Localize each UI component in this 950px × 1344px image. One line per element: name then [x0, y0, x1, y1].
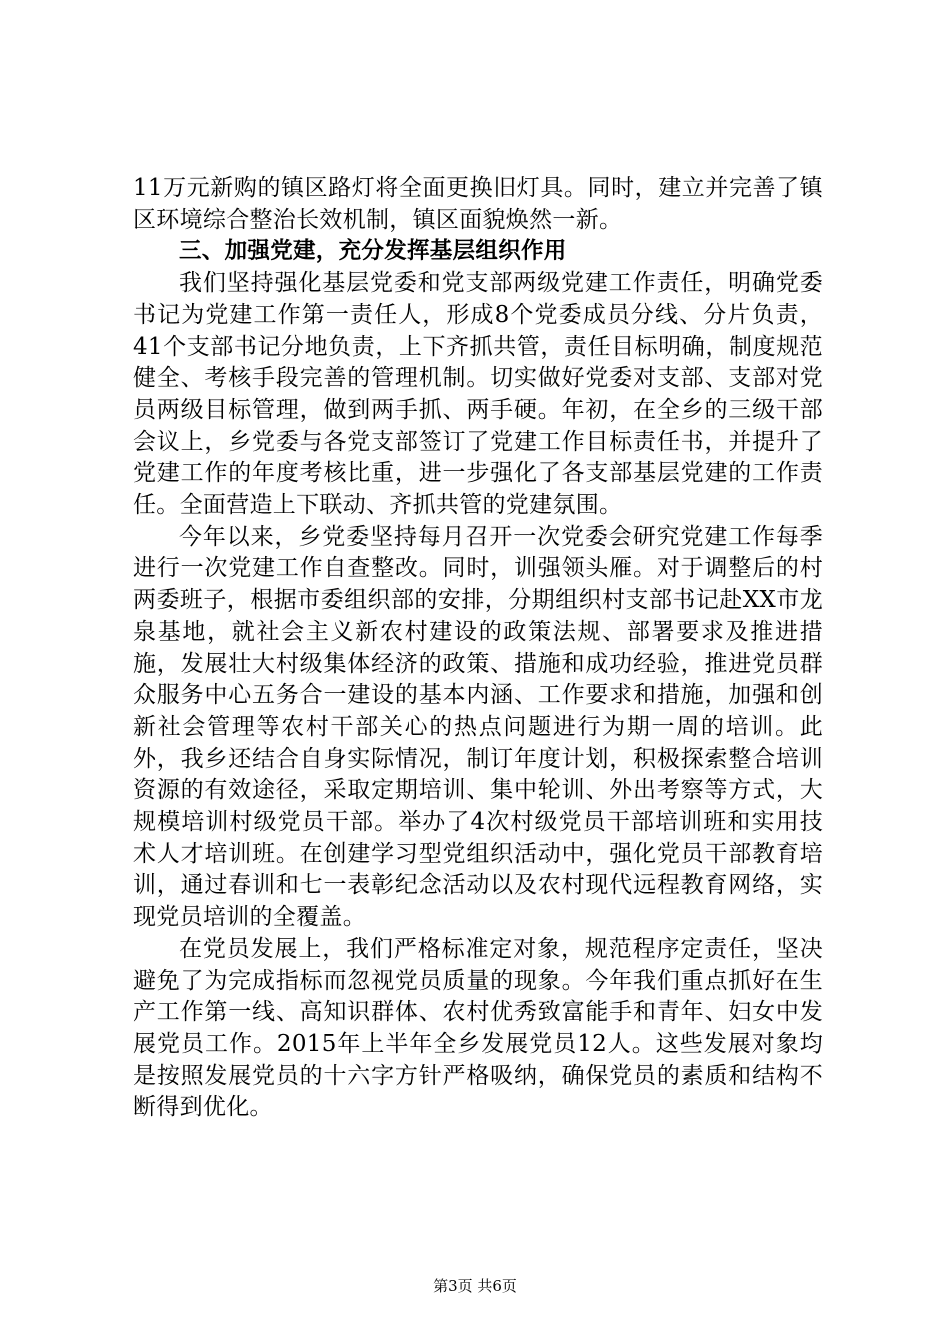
document-body [133, 173, 823, 1124]
page-number-footer: 第3页 共6页 [433, 1277, 517, 1295]
section-heading: 三、加强党建，充分发挥基层组织作用 [179, 238, 567, 265]
paragraph-training: 今年以来，乡党委坚持每月召开一次党委会研究党建工作每季进行一次党建工作自查整改。同时，训强领头雁。对于调整后的村两委班子，根据市委组织部的安排，分期组织村支部书记赴XX市龙泉基地，就社会主义新农村建设的政策法规、部署要求及推进措施，发展壮大村级集体经济的政策、措施和成功经验，推进党员群众服务中心五务合一建设的基本内涵、工作要求和措施，加强和创新社会管理等农村干部关心的热点问题进行为期一周的培训。此外，我乡还结合自身实际情况，制订年度计划，积极探索整合培训资源的有效途径，采取定期培训、集中轮训、外出考察等方式，大规模培训村级党员干部。举办了4次村级党员干部培训班和实用技术人才培训班。在创建学习型党组织活动中，强化党员干部教育培训，通过春训和七一表彰纪念活动以及农村现代远程教育网络，实现党员培训的全覆盖。 [133, 523, 823, 931]
paragraph-responsibility: 我们坚持强化基层党委和党支部两级党建工作责任，明确党委书记为党建工作第一责任人，形成8个党委成员分线、分片负责，41个支部书记分地负责，上下齐抓共管，责任目标明确，制度规范健全、考核手段完善的管理机制。切实做好党委对支部、支部对党员两级目标管理，做到两手抓、两手硬。年初，在全乡的三级干部会议上，乡党委与各党支部签订了党建工作目标责任书，并提升了党建工作的年度考核比重，进一步强化了各支部基层党建的工作责任。全面营造上下联动、齐抓共管的党建氛围。 [133, 270, 823, 519]
paragraph-member-development: 在党员发展上，我们严格标准定对象，规范程序定责任，坚决避免了为完成指标而忽视党员质量的现象。今年我们重点抓好在生产工作第一线、高知识群体、农村优秀致富能手和青年、妇女中发展党员工作。2015年上半年全乡发展党员12人。这些发展对象均是按照发展党员的十六字方针严格吸纳，确保党员的素质和结构不断得到优化。 [133, 935, 823, 1121]
paragraph-continuation: 11万元新购的镇区路灯将全面更换旧灯具。同时，建立并完善了镇区环境综合整治长效机制，镇区面貌焕然一新。 [133, 175, 823, 233]
